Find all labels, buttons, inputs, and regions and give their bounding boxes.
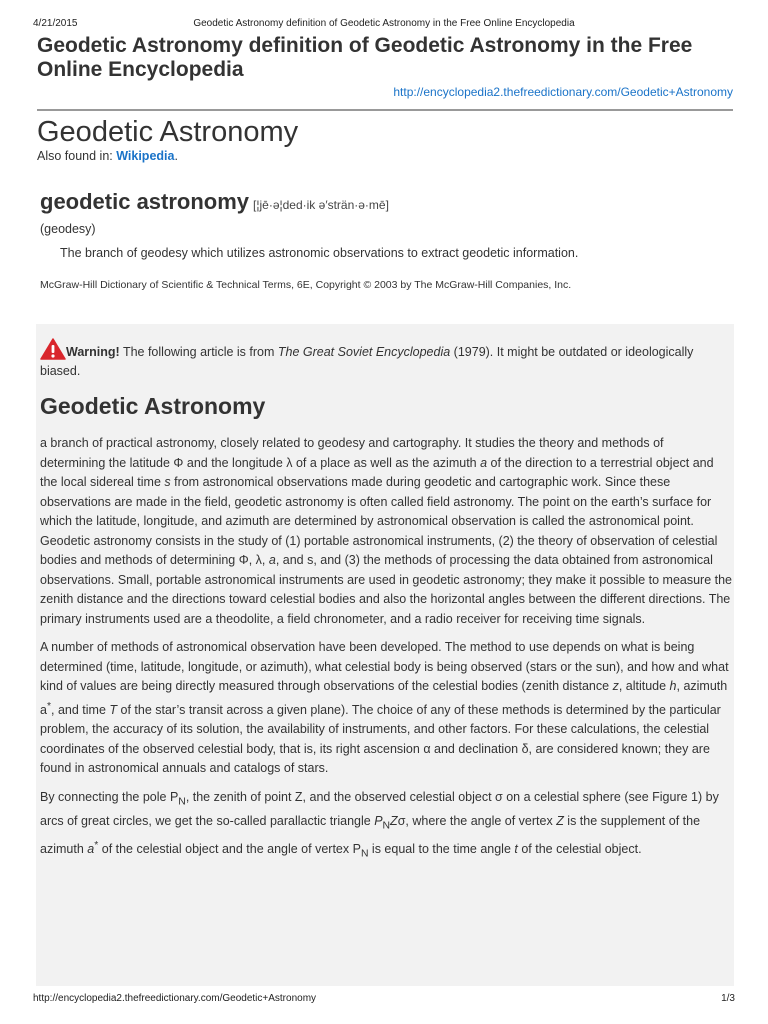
- header-divider: [37, 109, 733, 111]
- article-paragraph-1: [40, 434, 732, 629]
- p3-var-Z2: Z: [556, 813, 564, 828]
- dictionary-citation: McGraw-Hill Dictionary of Scientific & Technical Terms, 6E, Copyright © 2003 by The McGraw-Hill Companies, Inc.: [40, 279, 572, 291]
- p3-text-g: of the celestial object.: [517, 841, 642, 856]
- article-body: [40, 434, 732, 873]
- warning-text-post: (1979). It might be outdated or ideologically biased.: [40, 345, 694, 378]
- p2-var-T: T: [109, 702, 118, 717]
- p3-text-b: , the zenith of point Z, and the observed celestial object σ on a celestial sphere (see Figure 1) by arcs of great circles, we get the so-called parallactic triangle: [40, 789, 719, 828]
- p2-text-c: , azimuth a: [40, 679, 728, 717]
- subject-field: (geodesy): [40, 222, 96, 236]
- p1-text-d: , and s, and (3) the methods of processing the data obtained from astronomical observations. Small, portable astronomical instruments are used in geodetic astronomy; they make it possible to measure the zenith distance and the directions toward celestial bodies and also the horizontal angles between the different directions. The primary instruments used are a theodolite, a field chronometer, and a radio receiver for receiving time signals.: [40, 553, 733, 626]
- p2-text-b: , altitude: [618, 679, 670, 693]
- wikipedia-link[interactable]: Wikipedia: [116, 149, 175, 163]
- p2-text-d: , and time: [51, 702, 110, 717]
- p1-text-a: a branch of practical astronomy, closely related to geodesy and cartography. It studies the theory and methods of determining the latitude Φ and the longitude λ of a place as well as the azimuth: [40, 436, 664, 470]
- page-title: Geodetic Astronomy: [37, 116, 299, 148]
- also-found-in: [37, 149, 178, 163]
- p1-var-a: a: [480, 455, 488, 470]
- p2-var-z: z: [612, 679, 619, 693]
- also-found-suffix: .: [174, 149, 178, 163]
- p3-text-e: of the celestial object and the angle of vertex P: [98, 841, 361, 856]
- print-header-title: Geodetic Astronomy definition of Geodetic Astronomy in the Free Online Encyclopedia: [193, 18, 575, 29]
- p2-star: *: [46, 700, 52, 712]
- print-footer-url: http://encyclopedia2.thefreedictionary.com/Geodetic+Astronomy: [33, 993, 317, 1004]
- print-page-number: 1/3: [721, 993, 735, 1004]
- p3-sub-n3: N: [360, 848, 369, 860]
- p3-text-f: is equal to the time angle: [368, 841, 515, 856]
- p3-text-c: σ, where the angle of vertex: [397, 813, 557, 828]
- p1-var-a2: a: [268, 553, 276, 567]
- p3-star: *: [94, 839, 99, 851]
- article-paragraph-2: [40, 638, 732, 779]
- p1-text-c: from astronomical observations made during geodetic and cartographic work. Since these observations are made in the field, geodetic astronomy is often called field astronomy. The point on the earth’s surface for which the latitude, longitude, and azimuth are determined by astronomical observation is called the astronomical point. Geodetic astronomy consists in the study of (1) portable astronomical instruments, (2) the theory of observation of celestial bodies and methods of determining Φ, λ,: [40, 475, 718, 567]
- article-paragraph-3: [40, 788, 732, 864]
- warning-icon: [40, 338, 66, 360]
- entry-headword: [40, 188, 389, 219]
- p3-text-d: is the supplement of the azimuth: [40, 813, 701, 856]
- warning-label: Warning!: [66, 345, 120, 359]
- p1-text-b: of the direction to a terrestrial object and the local sidereal time: [40, 455, 714, 489]
- p2-text-a: A number of methods of astronomical observation have been developed. The method to use depends on what is being determined (time, latitude, longitude, or azimuth), what celestial body is being observed (stars or the sun), and how and what kind of values are being directly measured through observations of the celestial bodies (zenith distance: [40, 640, 729, 693]
- p3-text-a: By connecting the pole P: [40, 789, 179, 804]
- print-date: 4/21/2015: [33, 18, 78, 29]
- p2-var-h: h: [669, 679, 677, 693]
- also-found-label: Also found in:: [37, 149, 117, 163]
- p3-sub-n2: N: [382, 820, 391, 832]
- headword-text: geodetic astronomy: [40, 189, 250, 214]
- warning-text-pre: The following article is from: [119, 345, 278, 359]
- source-url-link[interactable]: http://encyclopedia2.thefreedictionary.com/Geodetic+Astronomy: [393, 85, 733, 99]
- warning-notice: [40, 338, 730, 381]
- p3-var-Z: Z: [390, 813, 398, 828]
- article-title: Geodetic Astronomy: [40, 393, 266, 419]
- p3-sub-n1: N: [178, 796, 186, 808]
- p1-var-s: s: [164, 475, 171, 489]
- p3-var-P: P: [374, 813, 383, 828]
- pronunciation: [¦jē·ə¦ded·ik ə′strän·ə·mē]: [253, 198, 389, 212]
- p3-var-t: t: [514, 841, 518, 856]
- document-title: Geodetic Astronomy definition of Geodetic Astronomy in the Free Online Encyclopedia: [37, 34, 693, 81]
- definition-text: The branch of geodesy which utilizes astronomic observations to extract geodetic information.: [60, 246, 579, 260]
- p2-text-e: of the star’s transit across a given plane). The choice of any of these methods is determined by the particular problem, the accuracy of its solution, the availability of instruments, and other factors. For these calculations, the celestial coordinates of the observed celestial body, that is, its right ascension α and declination δ, are considered known; they are found in astronomical annuals and catalogs of stars.: [40, 702, 721, 776]
- warning-source: The Great Soviet Encyclopedia: [277, 345, 451, 359]
- p3-var-a: a: [87, 841, 95, 856]
